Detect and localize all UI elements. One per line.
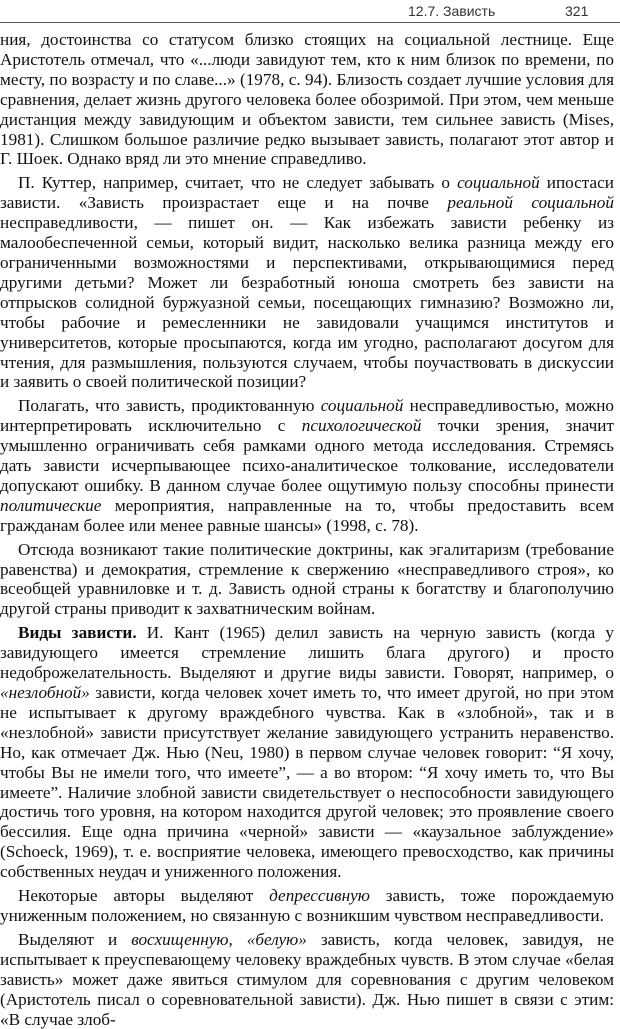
text-run: П. Куттер, например, считает, что не следует забывать о [18,173,458,193]
text-run: зависть, тоже порождаемую униженным положением, но связанную с возникшим чувством несправедливости. [0,886,614,925]
emphasis-text: политические [0,495,102,515]
running-head: 12.7. Зависть [408,3,496,19]
paragraph [0,173,614,392]
paragraph [0,930,614,1029]
paragraph [0,623,614,882]
text-run: точки зрения, значит умышленно ограничивать себя рамками одного метода исследования. Стремясь дать зависти исчерпывающее психо-аналитическое толкование, исследователи допускают ошибку. В данном случае более ощутимую пользу способны принести [0,416,614,495]
text-run: несправедливости, — пишет он. — Как избежать зависти ребенку из малообеспеченной семьи, который видит, насколько велика разница между его ограниченными возможностями и перспективами, открывающимися перед другими детьми? Может ли безработный юноша смотреть без зависти на отпрысков солидной буржуазной семьи, посещающих гимназию? Возможно ли, чтобы рабочие и ремесленники не завидовали учащимся институтов и университетов, которые просыпаются, когда им угодно, располагают досугом для чтения, для размышления, пользуются случаем, чтобы поучаствовать в дискуссии и заявить о своей политической позиции? [0,213,614,392]
text-run: несправедливостью, можно интерпретировать исключительно с [0,396,615,436]
page-number: 321 [565,3,589,19]
emphasis-text: социальной [320,396,404,416]
emphasis-text: депрессивную [269,886,370,906]
text-run: Отсюда возникают такие политические доктрины, как эгалитаризм (требование равенства) и демократия, стремление к свержению «несправедливого строя», ко всеобщей уравниловке и т. д. Зависть одной страны к богатству и благополучию другой страны приводит к захватническим войнам. [0,539,614,619]
emphasis-text: восхищенную, «белую» [131,929,307,949]
section-heading: Виды зависти. [18,623,137,643]
emphasis-text: «незлобной» [0,683,90,702]
text-run: зависти, когда человек хочет иметь то, что имеет другой, но при этом не испытывает к другому враждебного чувства. Как в «злобной», так и в «незлобной» зависти присутствует желание завидующего устранить неравенство. Но, как отмечает Дж. Нью (Neu, 1980) в первом случае человек говорит: “Я хочу, чтобы Вы не имели того, что имеете”, — а во втором: “Я хочу иметь то, что Вы имеете”. Наличие злобной зависти свидетельствует о неспособности завидующего достичь того уровня, на котором находится другой человек; это проявление своего бессилия. Еще одна причина «черной» зависти — «каузальное заблуждение» (Schoeck, 1969), т. е. восприятие человека, имеющего превосходство, как причины собственных неудач и униженного положения. [0,683,614,882]
paragraph [0,30,614,169]
text-run: Выделяют и [18,929,132,949]
emphasis-text: социальной [457,173,540,193]
emphasis-text: реальной социальной [447,193,614,213]
header-rule [0,22,620,23]
page-header [0,1,620,23]
text-run: ния, достоинства со статусом близко стоящих на социальной лестнице. Еще Аристотель отмечал, что «...люди завидуют тем, кто к ним близок по времени, по месту, по возрасту и по славе...» (1978, с. 94). Близость создает лучшие условия для сравнения, делает жизнь другого человека более обозримой. При этом, чем меньше дистанция между завидующим и объектом зависти, тем сильнее зависть (Mises, 1981). Слишком большое различие редко вызывает зависть, полагают этот автор и Г. Шоек. Однако вряд ли это мнение справедливо. [0,30,614,169]
paragraph [0,540,614,620]
emphasis-text: психологической [301,416,422,436]
text-run: И. Кант (1965) делил зависть на черную зависть (когда у завидующего имеется стремление лишить блага другого) и просто недоброжелательность. Выделяют и другие виды зависти. Говорят, например, о [0,623,615,683]
text-run: мероприятия, направленные на то, чтобы предоставить всем гражданам более или менее равные шансы» (1998, с. 78). [0,495,614,535]
text-run: зависть, когда человек, завидуя, не испытывает к преуспевающему человеку враждебных чувств. В этом случае «белая зависть» может даже явиться стимулом для соревнования с другим человеком (Аристотель писал о соревновательной зависти). Дж. Нью пишет в связи с этим: «В случае злоб- [0,929,614,1029]
body-text [0,30,614,1029]
paragraph [0,396,614,535]
text-run: Полагать, что зависть, продиктованную [18,396,321,416]
text-run: Некоторые авторы выделяют [18,886,270,906]
text-run: ипостаси зависти. «Зависть произрастает еще и на почве [0,173,614,213]
paragraph [0,886,614,926]
